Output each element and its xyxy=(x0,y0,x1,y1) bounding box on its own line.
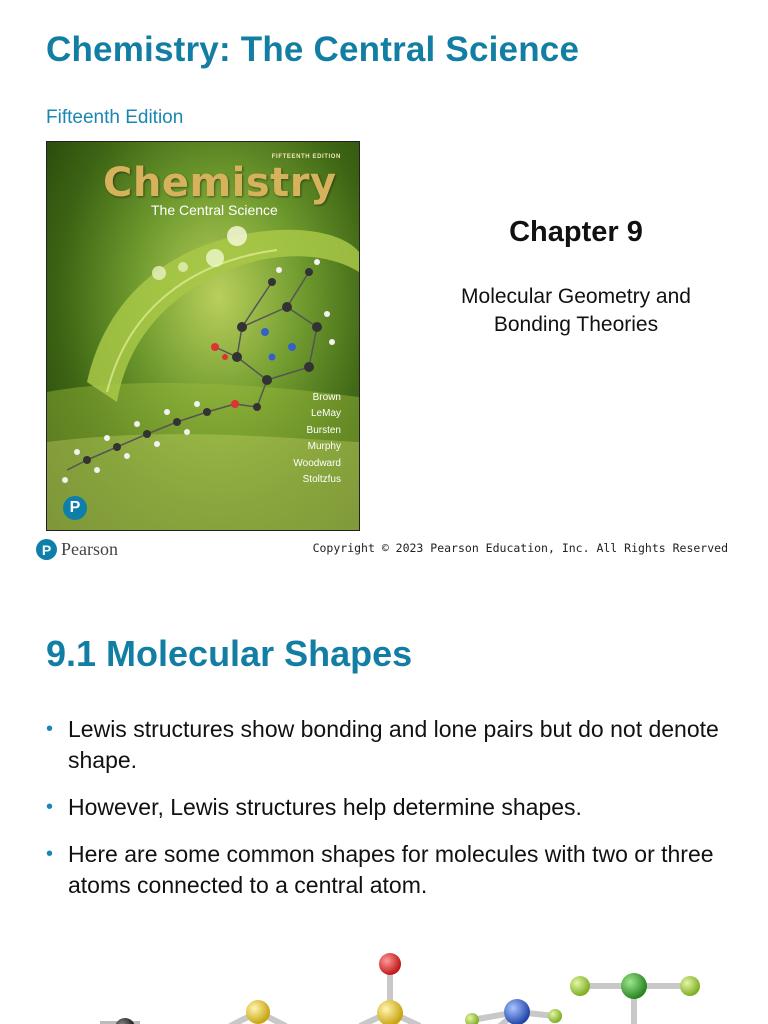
cover-author: Stoltzfus xyxy=(302,474,341,486)
bullet-text: Lewis structures show bonding and lone pairs but do not denote shape. xyxy=(68,716,719,773)
molecule-pyramidal xyxy=(465,999,562,1024)
publisher-name: Pearson xyxy=(61,539,118,559)
chapter-subtitle-line: Molecular Geometry and xyxy=(461,285,691,308)
bullet-item xyxy=(46,792,736,823)
cover-title: Chemistry xyxy=(103,160,337,206)
slide-title: Chemistry: The Central Science xyxy=(46,30,580,69)
edition-label: Fifteenth Edition xyxy=(46,107,184,128)
section-title: 9.1 Molecular Shapes xyxy=(46,633,413,674)
cover-edition-label: FIFTEENTH EDITION xyxy=(271,154,341,160)
cover-author: Murphy xyxy=(307,441,341,453)
chapter-heading: Chapter 9 xyxy=(509,216,643,248)
molecule-bent xyxy=(230,1000,286,1024)
pearson-logo xyxy=(36,539,118,560)
molecular-shapes-illustration xyxy=(0,940,768,1024)
molecule-partial xyxy=(100,1018,140,1024)
bullet-list xyxy=(46,714,736,917)
molecule-t-shaped xyxy=(570,973,700,1024)
bullet-item xyxy=(46,839,736,901)
cover-author: LeMay xyxy=(310,408,341,420)
book-cover xyxy=(46,141,360,531)
bullet-marker: • xyxy=(46,796,54,818)
bullet-marker: • xyxy=(46,843,54,865)
bullet-marker: • xyxy=(46,718,54,740)
bullet-text: However, Lewis structures help determine shapes. xyxy=(68,794,582,820)
pearson-cover-logo-icon: P xyxy=(63,496,87,520)
chapter-subtitle-line: Bonding Theories xyxy=(493,313,659,336)
cover-subtitle: The Central Science xyxy=(151,202,278,218)
molecule-trigonal xyxy=(360,953,420,1024)
copyright-notice: Copyright © 2023 Pearson Education, Inc. All Rights Reserved xyxy=(312,541,728,555)
cover-author: Woodward xyxy=(293,457,341,469)
chapter-subtitle xyxy=(400,283,752,339)
bullet-item xyxy=(46,714,736,776)
cover-author: Brown xyxy=(312,392,341,403)
pearson-logo-icon: P xyxy=(36,539,57,560)
cover-author: Bursten xyxy=(306,424,341,436)
bullet-text: Here are some common shapes for molecules with two or three atoms connected to a central atom. xyxy=(68,841,714,898)
cover-author-list xyxy=(293,390,341,488)
